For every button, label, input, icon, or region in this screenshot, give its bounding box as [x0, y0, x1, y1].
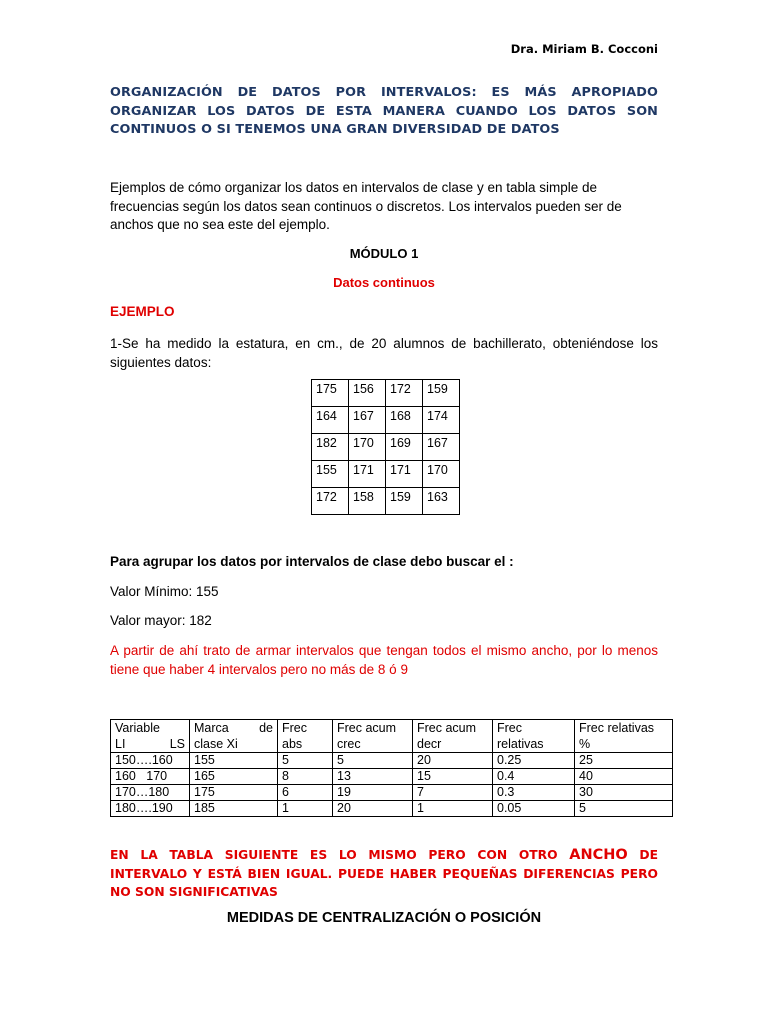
- table-cell: 158: [349, 488, 386, 515]
- table-cell: 163: [423, 488, 460, 515]
- table-cell: 172: [386, 380, 423, 407]
- header-marca-c: clase Xi: [194, 736, 238, 751]
- table-cell: 8: [278, 769, 333, 785]
- header-variable: [111, 720, 190, 753]
- table-row: [111, 753, 673, 769]
- table-cell: 180….190: [111, 801, 190, 817]
- table-cell: 164: [312, 407, 349, 434]
- table-cell: 1: [413, 801, 493, 817]
- table-cell: 30: [575, 785, 673, 801]
- table-row: [111, 769, 673, 785]
- subtitle-datos-continuos: Datos continuos: [333, 275, 435, 290]
- header-frec-acum-decr: Frec acum decr: [413, 720, 493, 753]
- table-row: [111, 785, 673, 801]
- table-cell: 7: [413, 785, 493, 801]
- header-frec-relativas: Frec relativas: [493, 720, 575, 753]
- table-cell: 170: [423, 461, 460, 488]
- header-variable-label: Variable: [115, 721, 160, 735]
- section-heading: ORGANIZACIÓN DE DATOS POR INTERVALOS: ES MÁS APROPIADO ORGANIZAR LOS DATOS DE ESTA MANERA CUANDO LOS DATOS SON CONTINUOS O SI TENEMOS UNA GRAN DIVERSIDAD DE DATOS: [110, 85, 658, 137]
- table-cell: 0.4: [493, 769, 575, 785]
- header-variable-limits: [115, 737, 185, 753]
- problem-statement: 1-Se ha medido la estatura, en cm., de 20 alumnos de bachillerato, obteniéndose los siguientes datos:: [110, 336, 658, 370]
- table-cell: 1: [278, 801, 333, 817]
- medidas-title: MEDIDAS DE CENTRALIZACIÓN O POSICIÓN: [226, 910, 542, 926]
- table-cell: 174: [423, 407, 460, 434]
- header-frec-acum-crec: Frec acum crec: [333, 720, 413, 753]
- table-cell: 159: [386, 488, 423, 515]
- table-cell: 175: [312, 380, 349, 407]
- header-marca-clase: [190, 720, 278, 753]
- agrupar-instruction: Para agrupar los datos por intervalos de clase debo buscar el :: [110, 554, 514, 569]
- table-cell: 168: [386, 407, 423, 434]
- table-cell: 19: [333, 785, 413, 801]
- table-cell: 5: [575, 801, 673, 817]
- header-marca-b: de: [259, 721, 273, 735]
- table-row: [312, 488, 460, 515]
- table-cell: 155: [312, 461, 349, 488]
- table-cell: 159: [423, 380, 460, 407]
- table-cell: 165: [190, 769, 278, 785]
- table-cell: 167: [423, 434, 460, 461]
- header-ls: LS: [169, 736, 185, 751]
- header-frec-abs: Frec abs: [278, 720, 333, 753]
- intro-paragraph: Ejemplos de cómo organizar los datos en intervalos de clase y en tabla simple de frecuencias según los datos sean continuos o discretos. Los intervalos pueden ser de anchos que no sea este del ejemplo.: [110, 180, 622, 232]
- header-li: LI: [115, 736, 126, 751]
- table-cell: 0.05: [493, 801, 575, 817]
- table-row: [312, 461, 460, 488]
- table-cell: 13: [333, 769, 413, 785]
- table-cell: 150….160: [111, 753, 190, 769]
- table-cell: 6: [278, 785, 333, 801]
- header-marca-a: Marca: [194, 721, 229, 735]
- table-cell: 40: [575, 769, 673, 785]
- table-cell: 167: [349, 407, 386, 434]
- table-header-row: [111, 720, 673, 753]
- warning-part2: DE INTERVALO Y ESTÁ BIEN IGUAL. PUEDE HABER PEQUEÑAS DIFERENCIAS PERO NO SON SIGNIFICATIVAS: [110, 848, 659, 899]
- table-cell: 171: [386, 461, 423, 488]
- table-cell: 185: [190, 801, 278, 817]
- header-frec-relativas-pct: Frec relativas %: [575, 720, 673, 753]
- table-cell: 5: [278, 753, 333, 769]
- valor-mayor: Valor mayor: 182: [110, 613, 212, 628]
- warning-paragraph: [110, 846, 658, 902]
- table-cell: 20: [333, 801, 413, 817]
- table-cell: 172: [312, 488, 349, 515]
- table-cell: 155: [190, 753, 278, 769]
- table-cell: 15: [413, 769, 493, 785]
- warning-big-word: ANCHO: [569, 847, 628, 863]
- table-cell: 170…180: [111, 785, 190, 801]
- table-cell: 20: [413, 753, 493, 769]
- table-row: [111, 801, 673, 817]
- table-cell: 25: [575, 753, 673, 769]
- header-marca-top: [194, 721, 273, 737]
- warning-part1: EN LA TABLA SIGUIENTE ES LO MISMO PERO CON OTRO: [110, 848, 570, 862]
- frequency-table: [110, 719, 673, 817]
- table-cell: 156: [349, 380, 386, 407]
- table-row: [312, 434, 460, 461]
- raw-data-table: [311, 379, 460, 515]
- table-cell: 171: [349, 461, 386, 488]
- table-cell: 169: [386, 434, 423, 461]
- ejemplo-label: EJEMPLO: [110, 304, 175, 319]
- interval-note: A partir de ahí trato de armar intervalos que tengan todos el mismo ancho, por lo menos tiene que haber 4 intervalos pero no más de 8 ó 9: [110, 643, 658, 677]
- table-cell: 0.25: [493, 753, 575, 769]
- table-row: [312, 380, 460, 407]
- valor-minimo: Valor Mínimo: 155: [110, 584, 219, 599]
- table-cell: 160 170: [111, 769, 190, 785]
- table-cell: 182: [312, 434, 349, 461]
- author-header: Dra. Miriam B. Cocconi: [510, 42, 658, 56]
- module-title: MÓDULO 1: [349, 246, 419, 261]
- table-cell: 0.3: [493, 785, 575, 801]
- table-cell: 175: [190, 785, 278, 801]
- table-row: [312, 407, 460, 434]
- table-cell: 5: [333, 753, 413, 769]
- table-cell: 170: [349, 434, 386, 461]
